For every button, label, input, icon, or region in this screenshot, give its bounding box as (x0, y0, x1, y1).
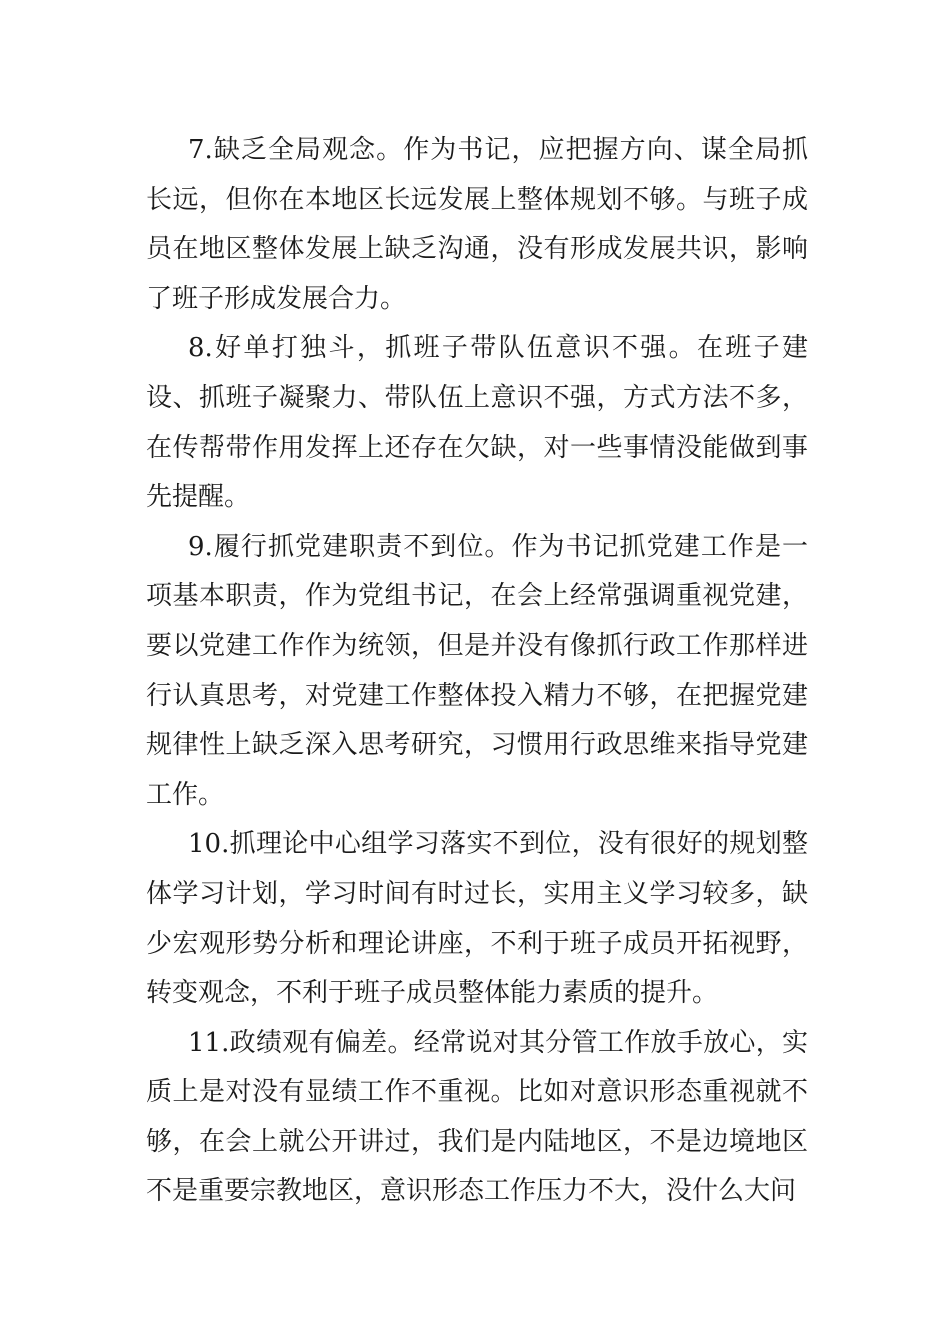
paragraph-7: 7.缺乏全局观念。作为书记，应把握方向、谋全局抓长远，但你在本地区长远发展上整体规划不够。与班子成员在地区整体发展上缺乏沟通，没有形成发展共识，影响了班子形成发展合力。 (146, 135, 808, 314)
paragraph-9: 9.履行抓党建职责不到位。作为书记抓党建工作是一项基本职责，作为党组书记，在会上经常强调重视党建，要以党建工作作为统领，但是并没有像抓行政工作那样进行认真思考，对党建工作整体投入精力不够，在把握党建规律性上缺乏深入思考研究，习惯用行政思维来指导党建工作。 (146, 531, 808, 810)
document-body (146, 126, 808, 1217)
paragraph-10: 10.抓理论中心组学习落实不到位，没有很好的规划整体学习计划，学习时间有时过长，实用主义学习较多，缺少宏观形势分析和理论讲座，不利于班子成员开拓视野，转变观念，不利于班子成员整体能力素质的提升。 (146, 829, 808, 1009)
paragraph-8: 8.好单打独斗，抓班子带队伍意识不强。在班子建设、抓班子凝聚力、带队伍上意识不强，方式方法不多，在传帮带作用发挥上还存在欠缺，对一些事情没能做到事先提醒。 (146, 333, 808, 513)
paragraph-11: 11.政绩观有偏差。经常说对其分管工作放手放心，实质上是对没有显绩工作不重视。比如对意识形态重视就不够，在会上就公开讲过，我们是内陆地区，不是边境地区不是重要宗教地区，意识形态工作压力不大，没什么大问 (146, 1027, 808, 1207)
